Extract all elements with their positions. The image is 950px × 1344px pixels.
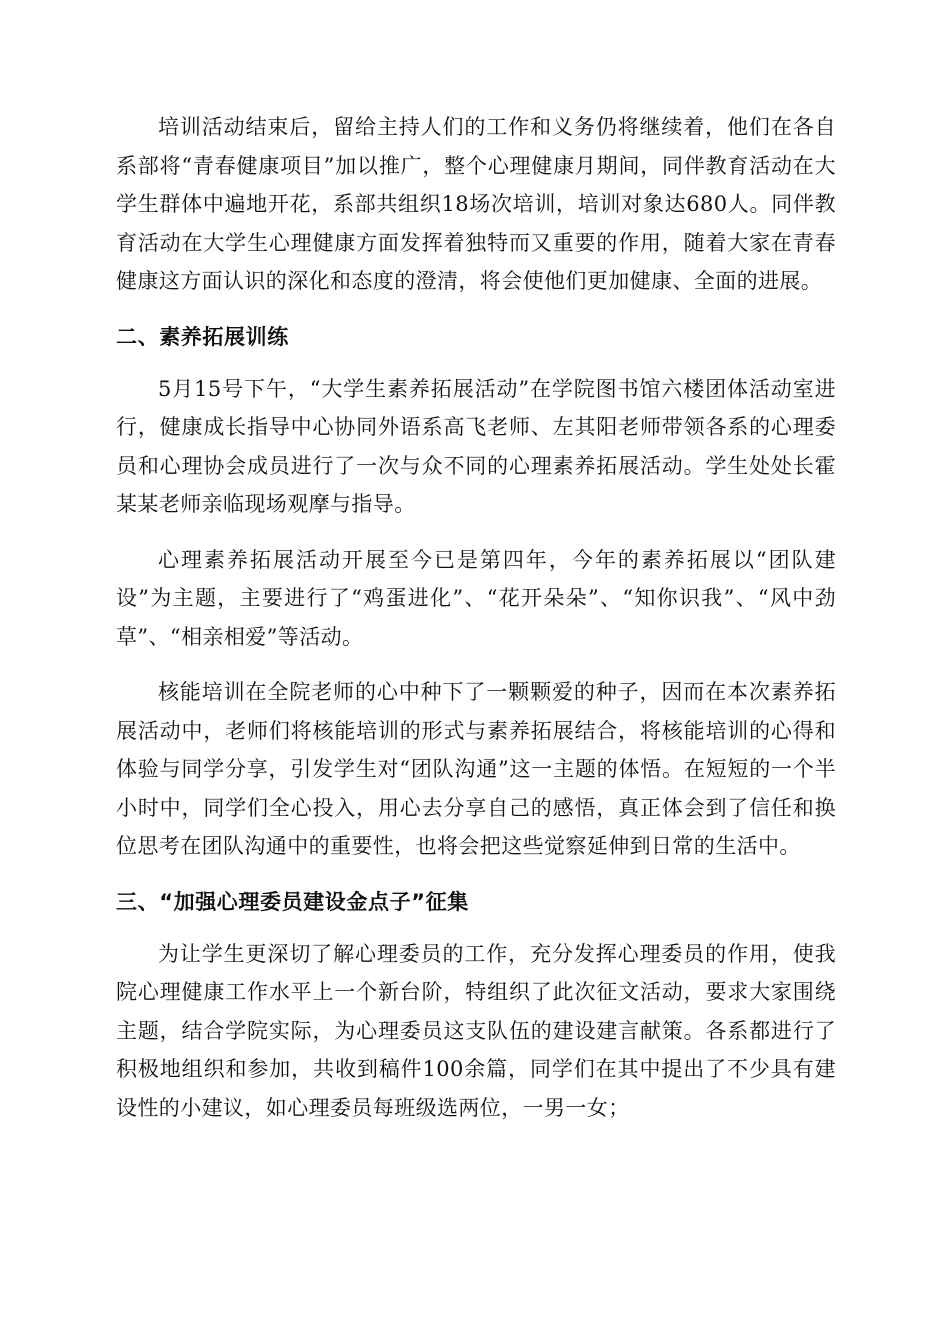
document-page xyxy=(116,108,836,1127)
section-heading-ideas-collection: 三、“加强心理委员建设金点子”征集 xyxy=(116,889,469,914)
paragraph-core-training: 核能培训在全院老师的心中种下了一颗颗爱的种子，因而在本次素养拓展活动中，老师们将核能培训的形式与素养拓展结合，将核能培训的心得和体验与同学分享，引发学生对“团队沟通”这一主题的体悟。在短短的一个半小时中，同学们全心投入，用心去分享自己的感悟，真正体会到了信任和换位思考在团队沟通中的重要性，也将会把这些觉察延伸到日常的生活中。 xyxy=(116,680,836,858)
paragraph-activity-intro: 5月15号下午，“大学生素养拓展活动”在学院图书馆六楼团体活动室进行，健康成长指导中心协同外语系高飞老师、左其阳老师带领各系的心理委员和心理协会成员进行了一次与众不同的心理素养拓展活动。学生处处长霍某某老师亲临现场观摩与指导。 xyxy=(116,376,836,516)
paragraph-essay-collection: 为让学生更深切了解心理委员的工作，充分发挥心理委员的作用，使我院心理健康工作水平上一个新台阶，特组织了此次征文活动，要求大家围绕主题，结合学院实际，为心理委员这支队伍的建设建言献策。各系都进行了积极地组织和参加，共收到稿件100余篇，同学们在其中提出了不少具有建设性的小建议，如心理委员每班级选两位，一男一女； xyxy=(116,941,836,1120)
paragraph-peer-education: 培训活动结束后，留给主持人们的工作和义务仍将继续着，他们在各自系部将“青春健康项目”加以推广，整个心理健康月期间，同伴教育活动在大学生群体中遍地开花，系部共组织18场次培训，培训对象达680人。同伴教育活动在大学生心理健康方面发挥着独特而又重要的作用，随着大家在青春健康这方面认识的深化和态度的澄清，将会使他们更加健康、全面的进展。 xyxy=(116,115,836,293)
paragraph-activity-theme: 心理素养拓展活动开展至今已是第四年，今年的素养拓展以“团队建设”为主题，主要进行了“鸡蛋进化”、“花开朵朵”、“知你识我”、“风中劲草”、“相亲相爱”等活动。 xyxy=(116,547,836,649)
section-heading-quality-training: 二、素养拓展训练 xyxy=(116,324,289,349)
